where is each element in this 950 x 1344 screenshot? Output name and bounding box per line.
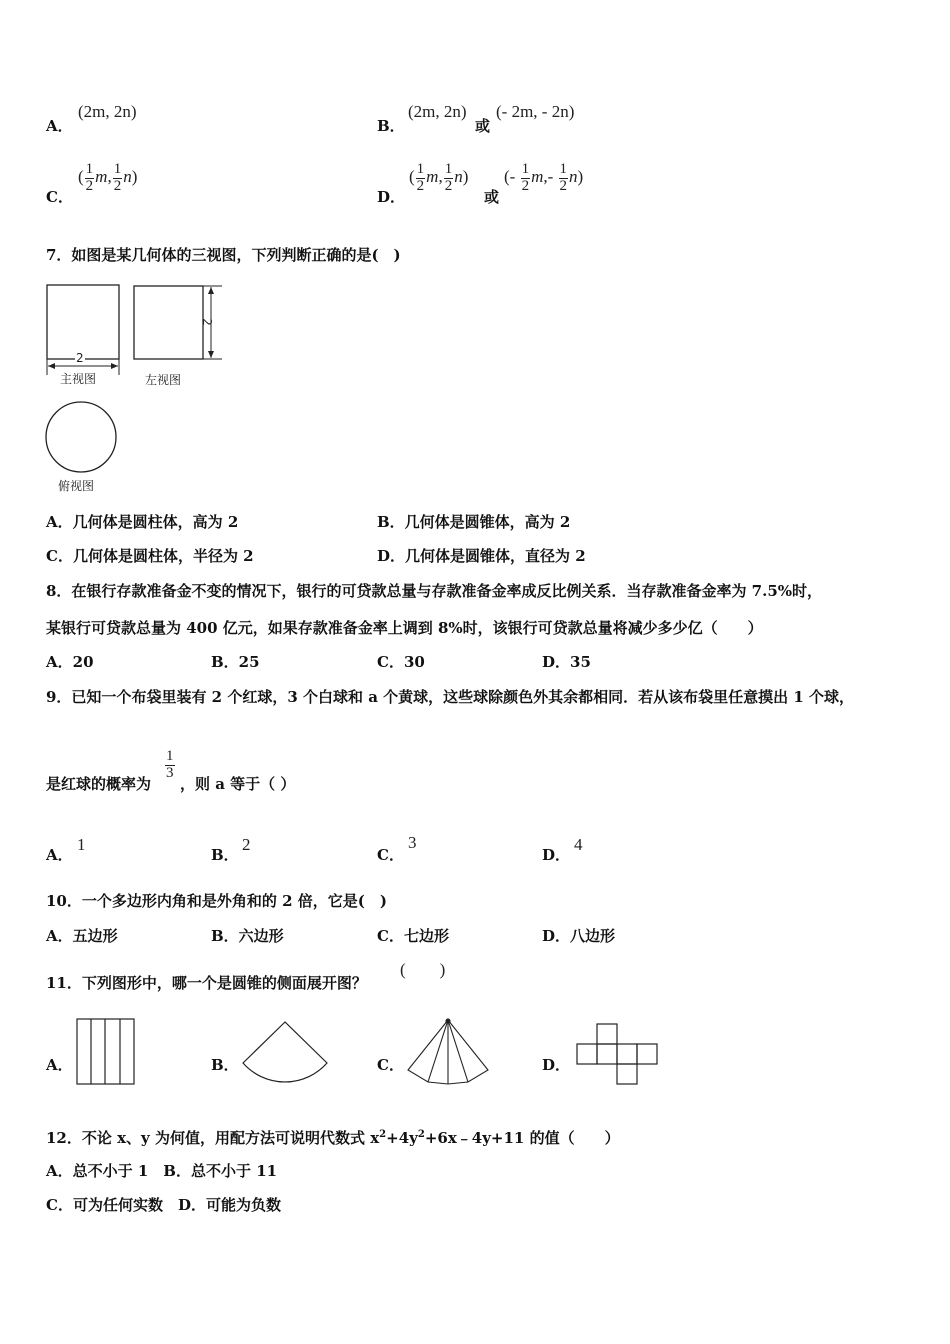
- q11-option-c-label: C．: [377, 1056, 404, 1074]
- q10-option-b: B．六边形: [211, 927, 284, 945]
- q6-option-b-expr2: (- 2m, - 2n): [496, 102, 575, 121]
- top-view-caption: 俯视图: [58, 479, 95, 493]
- q9-option-c-value: 3: [408, 833, 417, 852]
- q11-figure-b-sector: [243, 1022, 327, 1082]
- q7-option-b: B．几何体是圆锥体，高为 2: [377, 513, 571, 531]
- q12-options-cd: C．可为任何实数 D．可能为负数: [46, 1196, 281, 1214]
- q11-figure-c-pyramid: [408, 1019, 488, 1084]
- q11-figure-a-strips: [77, 1019, 134, 1084]
- q8-option-c: C．30: [377, 653, 425, 671]
- q9-stem-line2-pre: 是红球的概率为: [46, 775, 152, 793]
- q6-option-d-expr2: (- $\frac{1}{2}$ m,- $\frac{1}{2}$ n): [504, 161, 584, 194]
- q6-option-b-label: B．: [377, 117, 405, 135]
- q10-stem: 10．一个多边形内角和是外角和的 2 倍，它是( ): [46, 892, 387, 910]
- q8-option-b: B．25: [211, 653, 260, 671]
- q9-option-a-value: 1: [77, 835, 86, 854]
- q7-option-d: D．几何体是圆锥体，直径为 2: [377, 547, 586, 565]
- q11-option-b-label: B．: [211, 1056, 239, 1074]
- q9-option-a-label: A．: [46, 846, 73, 864]
- q6-option-b-conj: 或: [475, 117, 491, 135]
- q6-option-c-label: C．: [46, 188, 73, 206]
- q11-answer-paren: ( ): [400, 960, 446, 979]
- q8-option-a: A．20: [46, 653, 94, 671]
- q11-figure-d-net: [577, 1024, 657, 1084]
- q8-stem-line2: 某银行可贷款总量为 400 亿元，如果存款准备金率上调到 8%时，该银行可贷款总量将减少多少亿（ ）: [46, 619, 763, 637]
- q9-option-b-label: B．: [211, 846, 239, 864]
- q7-option-c: C．几何体是圆柱体，半径为 2: [46, 547, 254, 565]
- q12-stem: 12．不论 x、y 为何值，用配方法可说明代数式 $x^2+4y^2+6x﹣4y+11$ 的值（ ）: [46, 1129, 620, 1147]
- q9-option-c-label: C．: [377, 846, 404, 864]
- q10-option-a: A．五边形: [46, 927, 118, 945]
- q6-option-d-expr1: ( $\frac{1}{2}$ m, $\frac{1}{2}$ n): [409, 161, 469, 194]
- q12-options-ab: A．总不小于 1 B．总不小于 11: [46, 1162, 278, 1180]
- q8-stem-line1: 8．在银行存款准备金不变的情况下，银行的可贷款总量与存款准备金率成反比例关系．当存款准备金率为 7.5%时，: [46, 582, 823, 600]
- q10-option-c: C．七边形: [377, 927, 449, 945]
- q7-stem: 7．如图是某几何体的三视图，下列判断正确的是( ): [46, 246, 401, 264]
- q6-option-d-conj: 或: [484, 188, 500, 206]
- q9-stem-line2-post: ，则 a 等于（ ）: [180, 775, 296, 793]
- q9-stem-line1: 9．已知一个布袋里装有 2 个红球，3 个白球和 a 个黄球，这些球除颜色外其余都相同．若从该布袋里任意摸出 1 个球，: [46, 688, 855, 706]
- q6-option-d-label: D．: [377, 188, 406, 206]
- q8-option-d: D．35: [542, 653, 591, 671]
- q9-option-d-label: D．: [542, 846, 571, 864]
- front-view-dimension: 2: [76, 351, 84, 365]
- q9-option-d-value: 4: [574, 835, 583, 854]
- q6-option-b-expr1: (2m, 2n): [408, 102, 467, 121]
- q7-option-a: A．几何体是圆柱体，高为 2: [46, 513, 239, 531]
- q11-option-a-label: A．: [46, 1056, 73, 1074]
- q10-option-d: D．八边形: [542, 927, 616, 945]
- front-view-caption: 主视图: [60, 372, 97, 386]
- q11-stem: 11．下列图形中，哪一个是圆锥的侧面展开图？: [46, 974, 367, 992]
- q9-probability-fraction: $\frac{1}{3}$: [166, 748, 174, 781]
- q6-option-a-label: A．: [46, 117, 73, 135]
- q9-option-b-value: 2: [242, 835, 251, 854]
- left-view-dimension: 2: [199, 318, 214, 326]
- q11-option-d-label: D．: [542, 1056, 571, 1074]
- left-view-caption: 左视图: [145, 373, 182, 387]
- q6-option-c-expr: ( $\frac{1}{2}$ m, $\frac{1}{2}$ n): [78, 161, 138, 194]
- q6-option-a-expr: (2m, 2n): [78, 102, 137, 121]
